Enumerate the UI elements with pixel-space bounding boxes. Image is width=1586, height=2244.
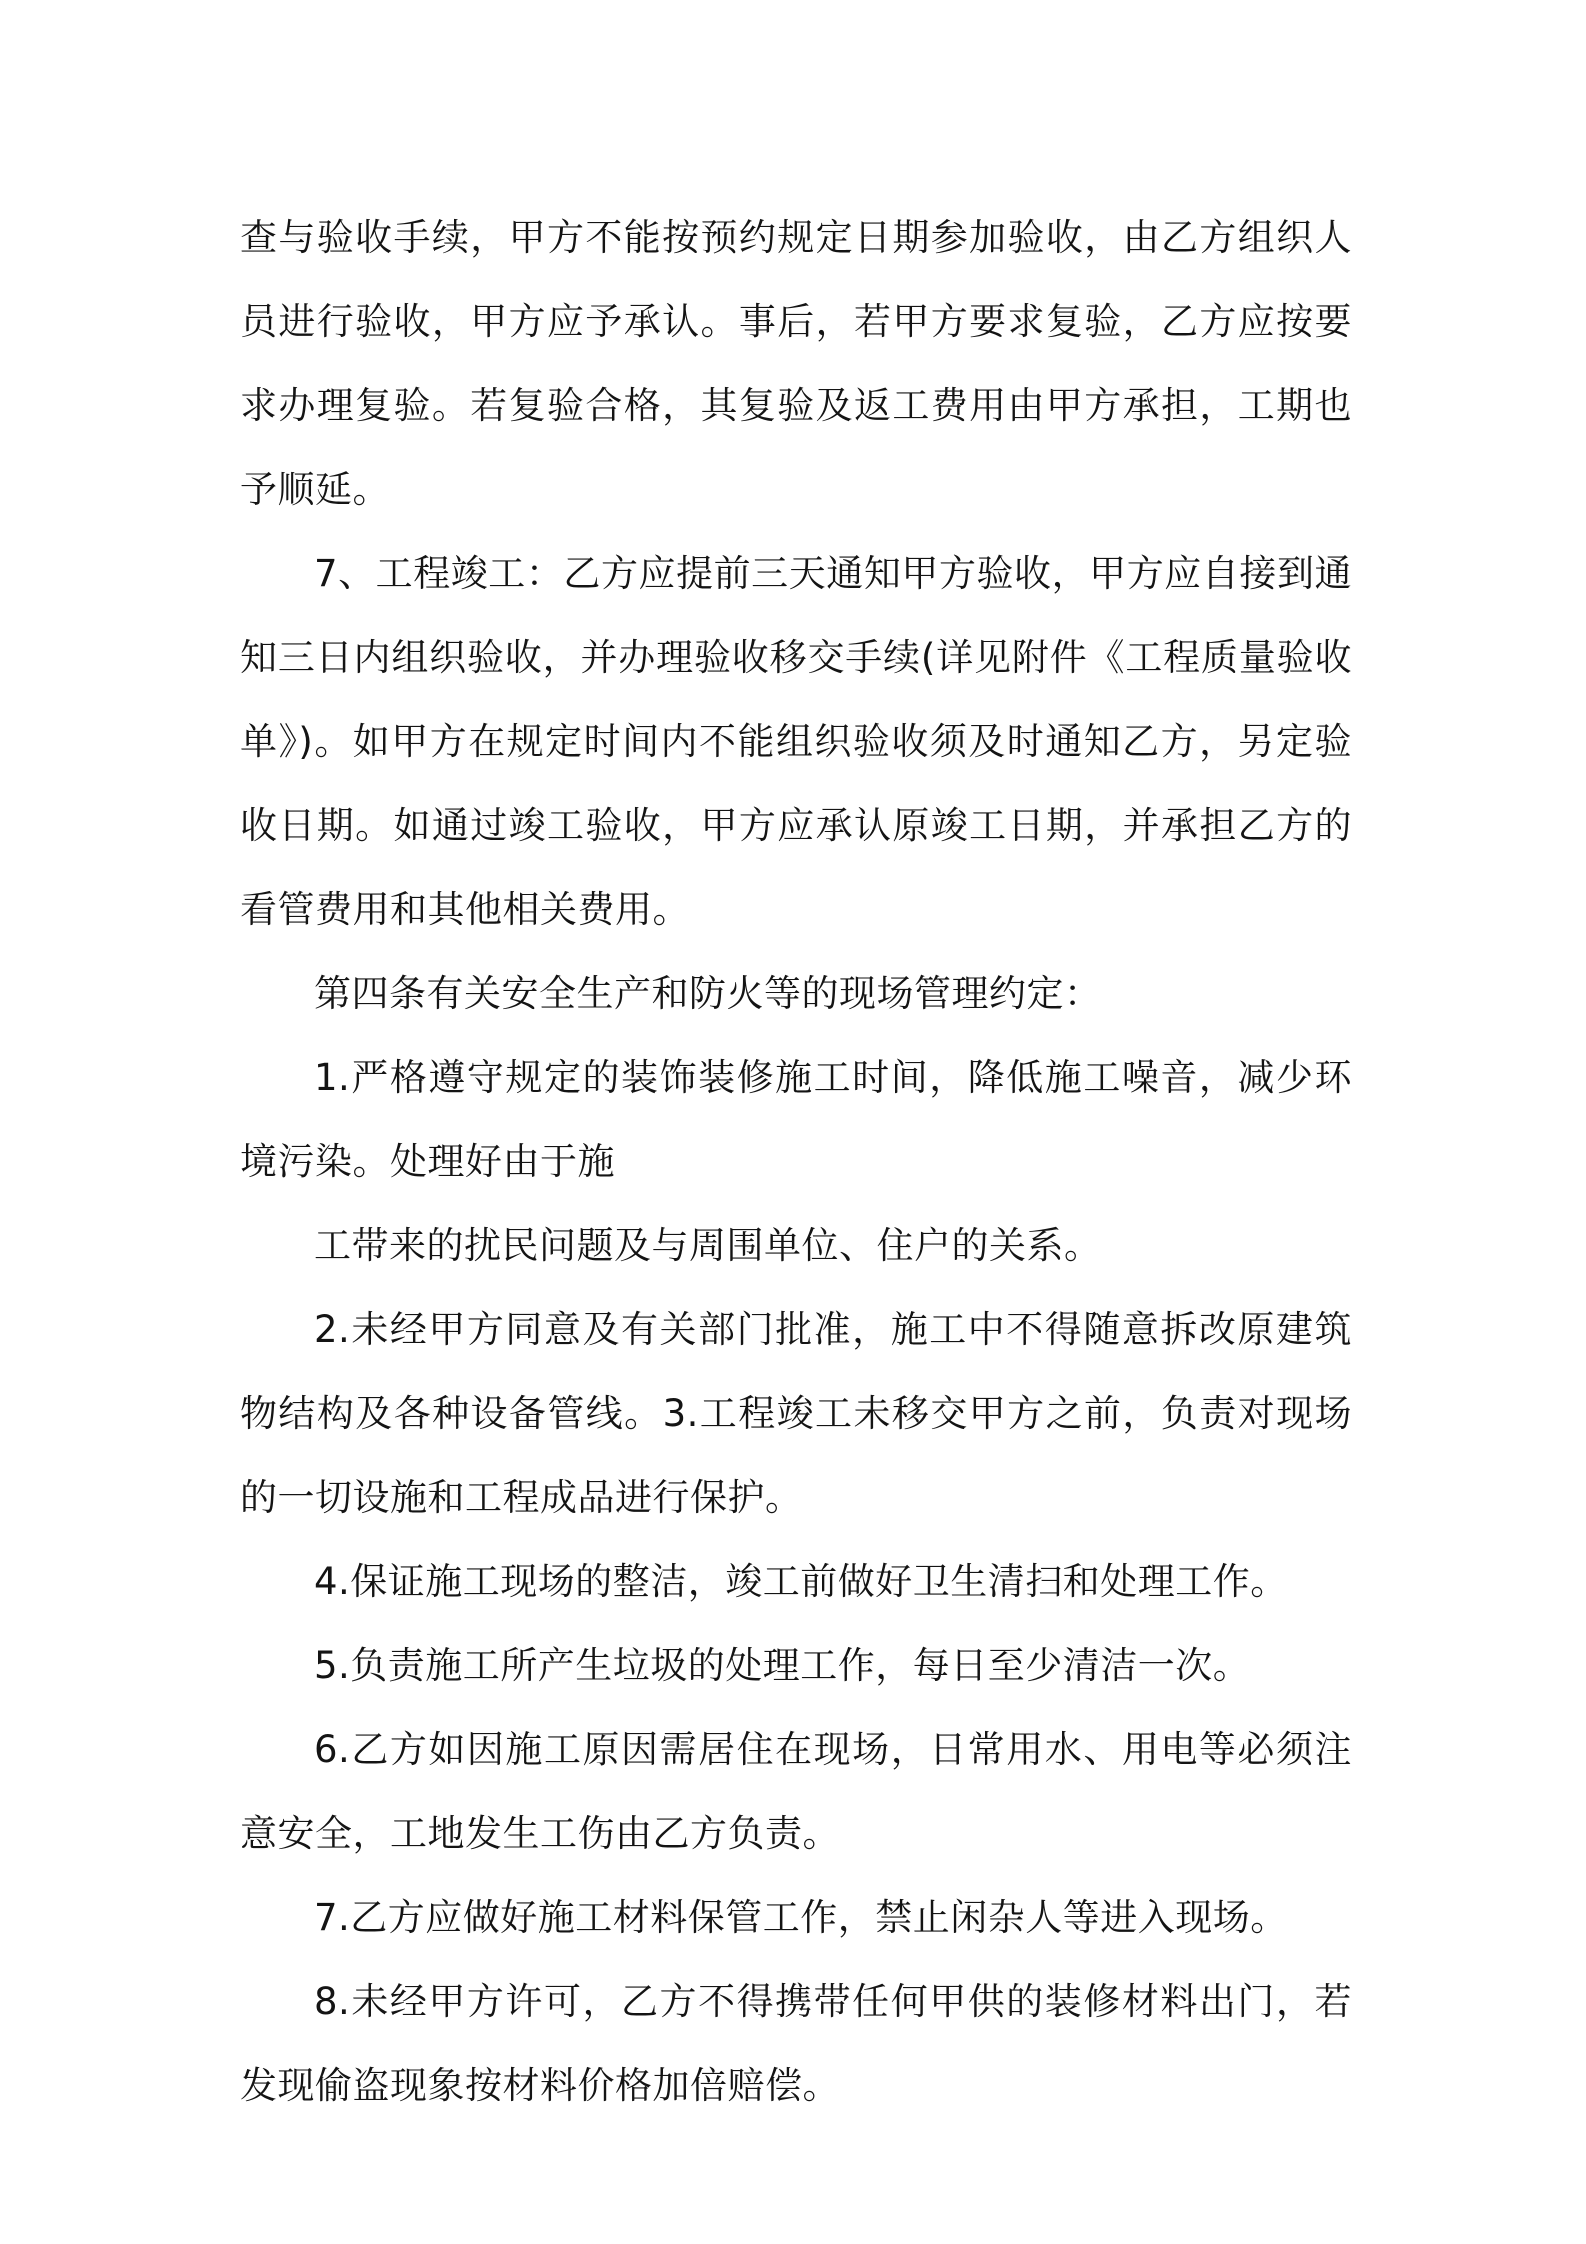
paragraph-article-four-heading: 第四条有关安全生产和防火等的现场管理约定： [314, 972, 1102, 1015]
paragraph-inspection-continuation: 查与验收手续，甲方不能按预约规定日期参加验收，由乙方组织人员进行验收，甲方应予承认。事后，若甲方要求复验，乙方应按要求办理复验。若复验合格，其复验及返工费用由甲方承担，工期也予顺延。 [240, 216, 1352, 511]
paragraph-item-1-continued: 工带来的扰民问题及与周围单位、住户的关系。 [314, 1224, 1102, 1267]
paragraph-item-6: 6.乙方如因施工原因需居住在现场，日常用水、用电等必须注意安全，工地发生工伤由乙方负责。 [240, 1728, 1352, 1855]
paragraph-item-1: 1.严格遵守规定的装饰装修施工时间，降低施工噪音，减少环境污染。处理好由于施 [240, 1056, 1352, 1183]
paragraph-item-2-3: 2.未经甲方同意及有关部门批准，施工中不得随意拆改原建筑物结构及各种设备管线。3.工程竣工未移交甲方之前，负责对现场的一切设施和工程成品进行保护。 [240, 1308, 1352, 1519]
paragraph-item-7: 7.乙方应做好施工材料保管工作，禁止闲杂人等进入现场。 [314, 1896, 1288, 1939]
paragraph-item-8: 8.未经甲方许可，乙方不得携带任何甲供的装修材料出门，若发现偷盗现象按材料价格加倍赔偿。 [240, 1980, 1352, 2107]
document-body [240, 196, 1352, 2128]
paragraph-project-completion: 7、工程竣工：乙方应提前三天通知甲方验收，甲方应自接到通知三日内组织验收，并办理验收移交手续(详见附件《工程质量验收单》)。如甲方在规定时间内不能组织验收须及时通知乙方，另定验收日期。如通过竣工验收，甲方应承认原竣工日期，并承担乙方的看管费用和其他相关费用。 [240, 552, 1352, 931]
paragraph-item-4: 4.保证施工现场的整洁，竣工前做好卫生清扫和处理工作。 [314, 1560, 1288, 1603]
paragraph-item-5: 5.负责施工所产生垃圾的处理工作，每日至少清洁一次。 [314, 1644, 1251, 1687]
